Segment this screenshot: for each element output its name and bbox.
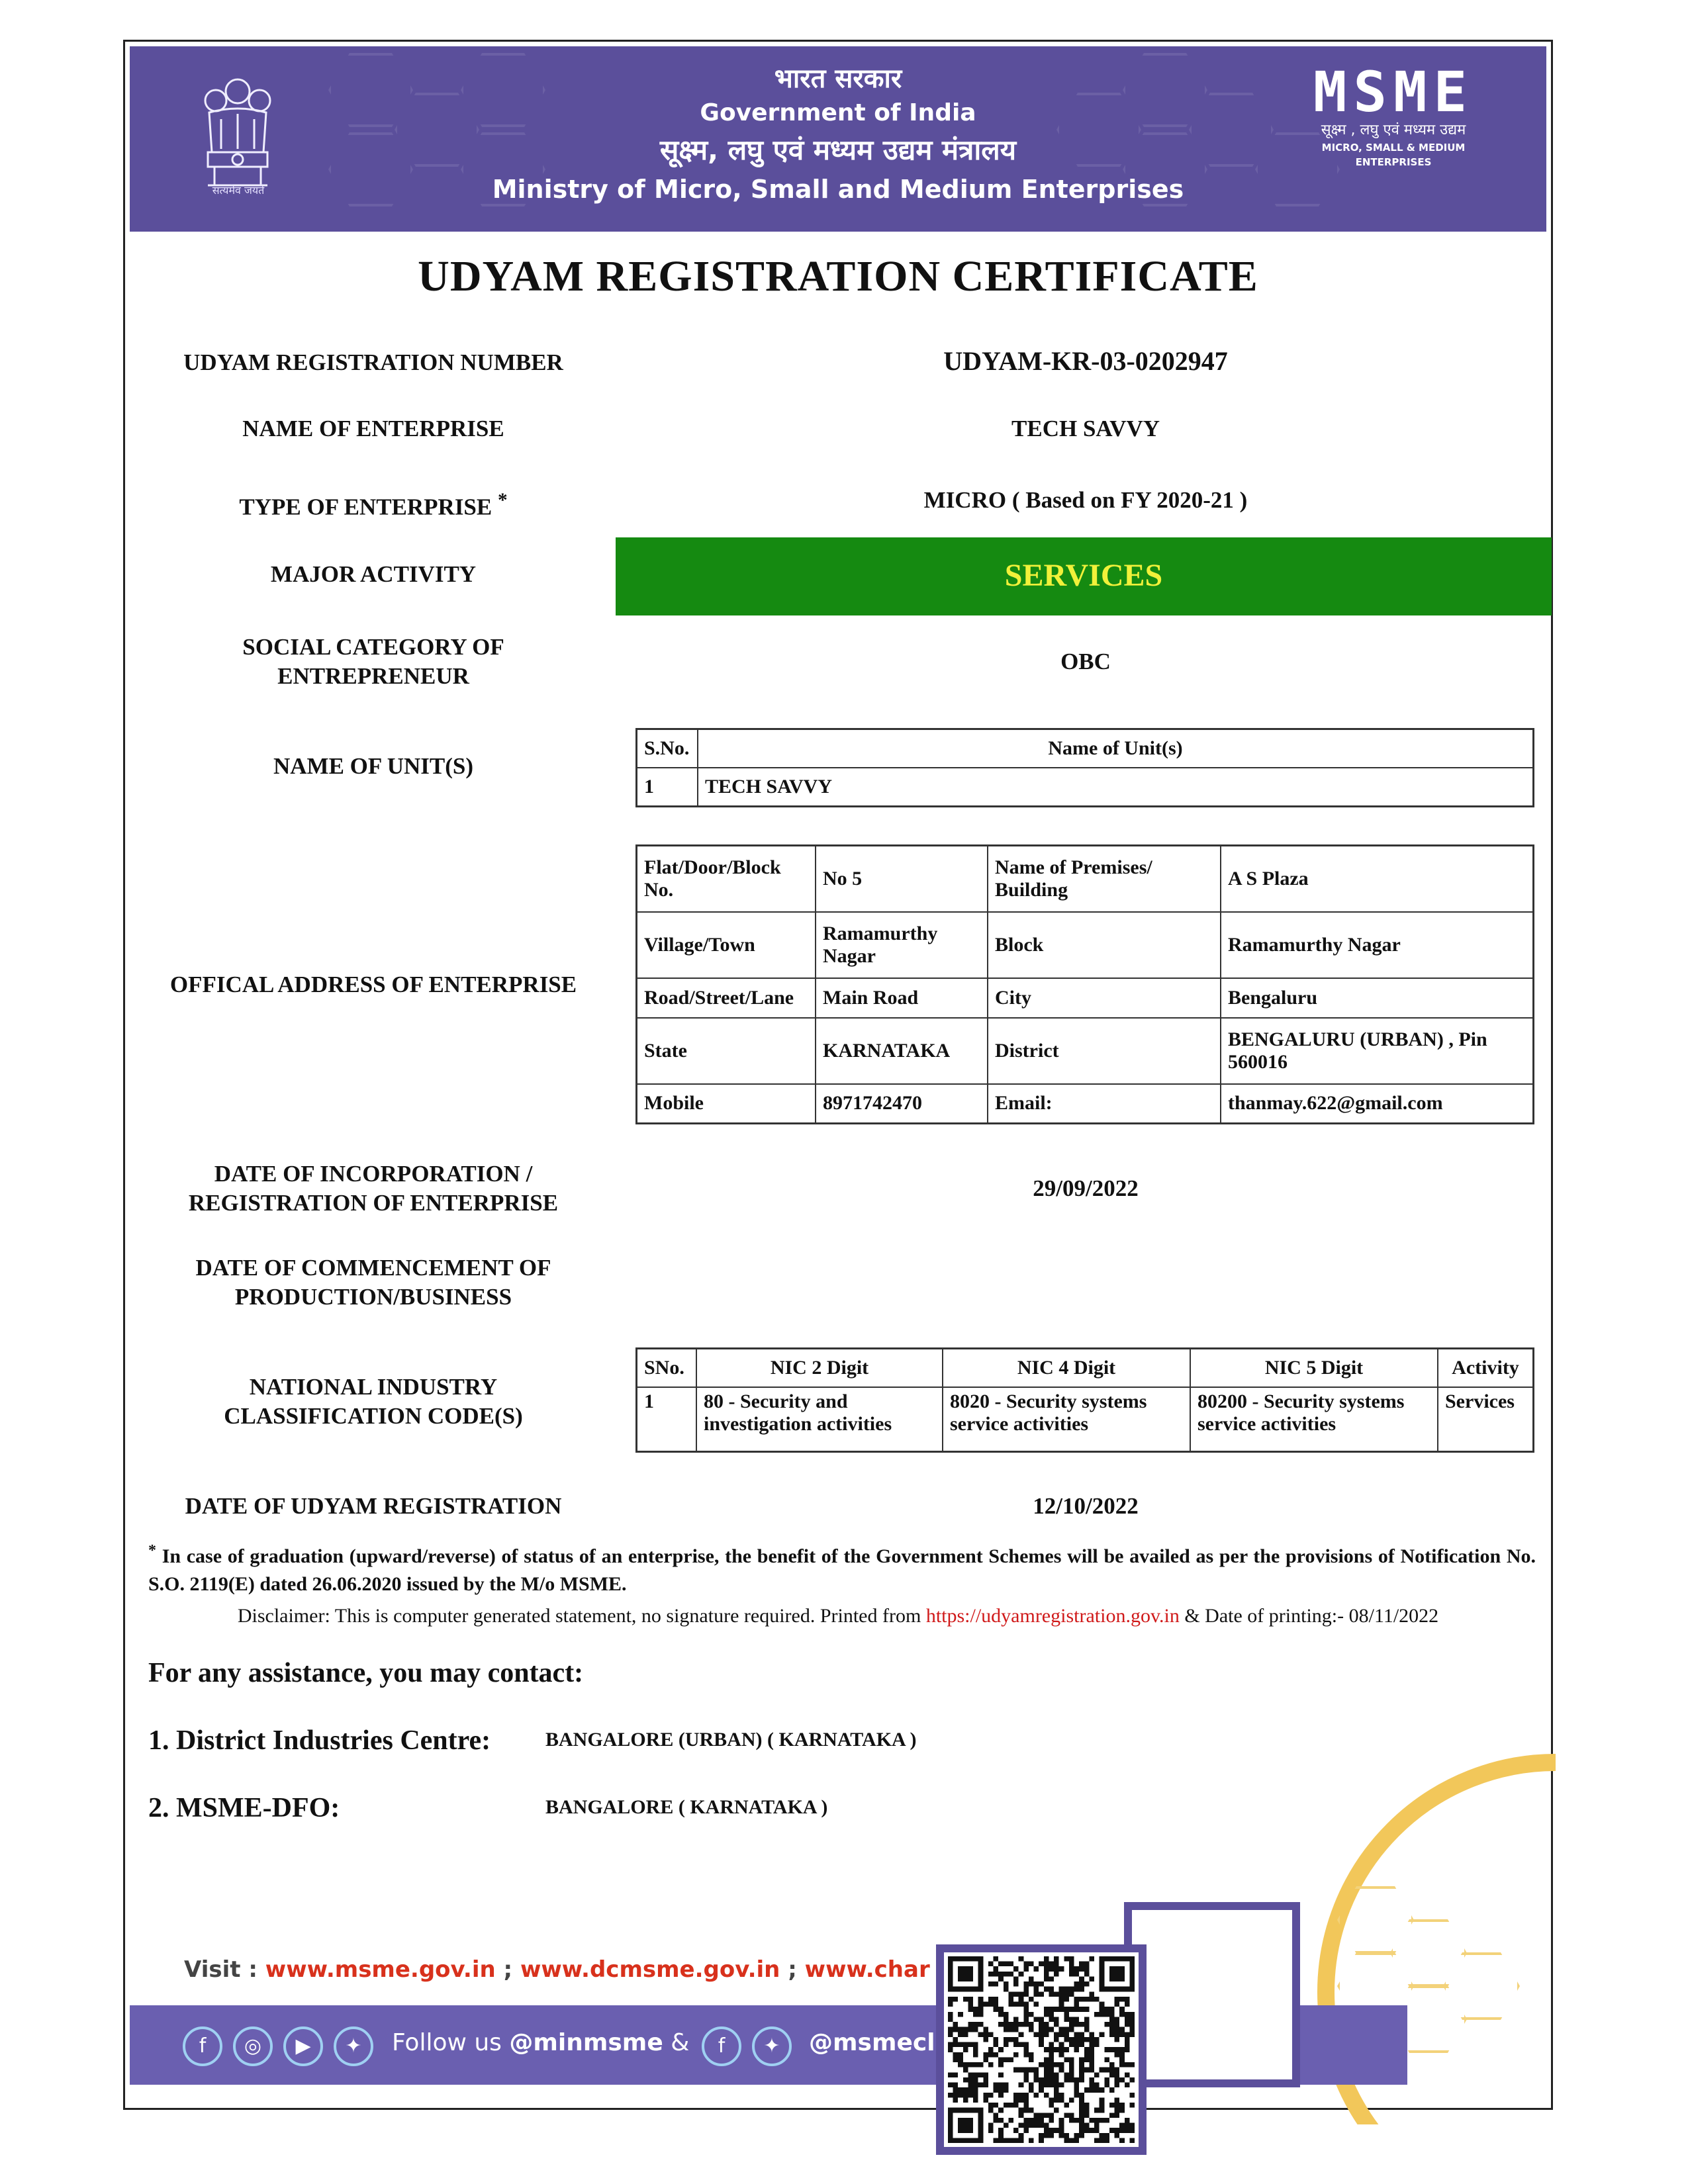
- header-hindi-govt: भारत सरकार: [774, 64, 902, 94]
- instagram-icon[interactable]: ◎: [233, 2026, 273, 2066]
- follow-us-text: [392, 2029, 689, 2056]
- addr-key: District: [988, 1018, 1221, 1084]
- header-ministry: Ministry of Micro, Small and Medium Enterprises: [492, 175, 1184, 204]
- table-row: [637, 1387, 1534, 1452]
- major-activity-value: SERVICES: [1004, 558, 1163, 593]
- footnote-text: In case of graduation (upward/reverse) of status of an enterprise, the benefit of the Government Schemes will be availed as per the provisions of Notification No. S.O. 2119(E) dated 26.06.2020 issued by the M/o MSME.: [148, 1545, 1536, 1595]
- address-label: OFFICAL ADDRESS OF ENTERPRISE: [169, 972, 577, 997]
- qr-code: [948, 1956, 1135, 2143]
- nic-label-line1: NATIONAL INDUSTRY: [249, 1374, 498, 1400]
- footnote-asterisk: *: [148, 1542, 156, 1559]
- incorporation-label-line1: DATE OF INCORPORATION /: [214, 1161, 533, 1187]
- handle-msmecl[interactable]: @msmecl: [809, 2029, 935, 2056]
- msme-logo: [1284, 60, 1503, 169]
- units-header-row: [637, 729, 1534, 768]
- nic-header-sno: SNo.: [637, 1349, 697, 1387]
- units-table: [635, 728, 1534, 807]
- addr-key: Block: [988, 912, 1221, 978]
- facebook-icon[interactable]: f: [183, 2026, 222, 2066]
- nic-cell-5digit: 80200 - Security systems service activities: [1190, 1387, 1438, 1452]
- nic-header-4digit: NIC 4 Digit: [943, 1349, 1190, 1387]
- addr-value: Ramamurthy Nagar: [816, 912, 988, 978]
- social-category-label: [148, 633, 598, 691]
- table-row: [637, 1084, 1534, 1124]
- nic-header-activity: Activity: [1438, 1349, 1534, 1387]
- disclaimer-link[interactable]: https://udyamregistration.gov.in: [925, 1605, 1180, 1627]
- reg-number-label: UDYAM REGISTRATION NUMBER: [183, 349, 563, 375]
- facebook-icon[interactable]: f: [702, 2026, 741, 2066]
- nic-label: [148, 1373, 598, 1431]
- dic-value: BANGALORE (URBAN) ( KARNATAKA ): [545, 1729, 917, 1751]
- nic-table: [635, 1347, 1534, 1453]
- header-banner: [130, 46, 1546, 232]
- addr-key: Road/Street/Lane: [637, 978, 816, 1018]
- udyam-date-label: DATE OF UDYAM REGISTRATION: [185, 1493, 562, 1519]
- commencement-label: [148, 1253, 598, 1312]
- addr-key: Mobile: [637, 1084, 816, 1124]
- addr-value: Bengaluru: [1221, 978, 1534, 1018]
- udyam-date-value: 12/10/2022: [1033, 1493, 1139, 1519]
- youtube-icon[interactable]: ▶: [283, 2026, 323, 2066]
- addr-key: Email:: [988, 1084, 1221, 1124]
- visit-link-dcmsme[interactable]: www.dcmsme.gov.in: [520, 1956, 780, 1983]
- addr-key: Name of Premises/ Building: [988, 846, 1221, 912]
- address-table: [635, 844, 1534, 1124]
- msme-logo-hindi: सूक्ष्म , लघु एवं मध्यम उद्यम: [1321, 122, 1466, 138]
- commencement-label-line2: PRODUCTION/BUSINESS: [234, 1284, 512, 1310]
- addr-value: Ramamurthy Nagar: [1221, 912, 1534, 978]
- visit-link-champions[interactable]: www.char: [804, 1956, 930, 1983]
- addr-key: State: [637, 1018, 816, 1084]
- units-header-name: Name of Unit(s): [698, 729, 1534, 768]
- units-cell-name: TECH SAVVY: [698, 768, 1534, 807]
- units-label: NAME OF UNIT(S): [273, 753, 474, 779]
- enterprise-type-value: MICRO ( Based on FY 2020-21 ): [923, 487, 1248, 513]
- incorporation-label: [148, 1160, 598, 1218]
- footnote: [148, 1537, 1536, 1598]
- units-header-sno: S.No.: [637, 729, 698, 768]
- social-category-label-line2: ENTREPRENEUR: [277, 663, 469, 689]
- addr-value: 8971742470: [816, 1084, 988, 1124]
- disclaimer-prefix: Disclaimer: This is computer generated statement, no signature required. Printed from: [237, 1605, 926, 1627]
- addr-value: No 5: [816, 846, 988, 912]
- table-row: [637, 1018, 1534, 1084]
- nic-cell-2digit: 80 - Security and investigation activities: [696, 1387, 943, 1452]
- twitter-icon[interactable]: ✦: [752, 2026, 792, 2066]
- nic-header-2digit: NIC 2 Digit: [696, 1349, 943, 1387]
- commencement-label-line1: DATE OF COMMENCEMENT OF: [195, 1255, 551, 1281]
- dic-label: 1. District Industries Centre:: [148, 1725, 491, 1756]
- addr-value: A S Plaza: [1221, 846, 1534, 912]
- qr-frame-back: [1124, 1902, 1300, 2087]
- twitter-icon[interactable]: ✦: [334, 2026, 373, 2066]
- nic-cell-4digit: 8020 - Security systems service activities: [943, 1387, 1190, 1452]
- incorporation-label-line2: REGISTRATION OF ENTERPRISE: [188, 1190, 559, 1216]
- enterprise-name-label: NAME OF ENTERPRISE: [242, 416, 504, 441]
- addr-value: BENGALURU (URBAN) , Pin 560016: [1221, 1018, 1534, 1084]
- reg-number-value: UDYAM-KR-03-0202947: [943, 346, 1228, 376]
- header-hindi-ministry: सूक्ष्म, लघु एवं मध्यम उद्यम मंत्रालय: [659, 134, 1017, 166]
- addr-value: Main Road: [816, 978, 988, 1018]
- enterprise-name-value: TECH SAVVY: [1011, 416, 1160, 441]
- disclaimer-suffix: & Date of printing:- 08/11/2022: [1179, 1605, 1439, 1627]
- major-activity-label: MAJOR ACTIVITY: [270, 561, 477, 587]
- follow-amp: &: [663, 2029, 690, 2056]
- incorporation-date: 29/09/2022: [1033, 1175, 1139, 1201]
- dfo-label: 2. MSME-DFO:: [148, 1793, 340, 1823]
- table-row: [637, 978, 1534, 1018]
- follow-handle-2: [809, 2029, 935, 2056]
- visit-link-msme[interactable]: www.msme.gov.in: [265, 1956, 496, 1983]
- footer-visit-line: [184, 1956, 939, 1983]
- enterprise-type-asterisk: *: [498, 490, 508, 511]
- certificate-title: UDYAM REGISTRATION CERTIFICATE: [418, 252, 1258, 300]
- enterprise-type-label: [148, 486, 598, 522]
- nic-label-line2: CLASSIFICATION CODE(S): [224, 1403, 523, 1429]
- addr-value: thanmay.622@gmail.com: [1221, 1084, 1534, 1124]
- assistance-heading: For any assistance, you may contact:: [148, 1658, 584, 1688]
- nic-header-row: [637, 1349, 1534, 1387]
- social-category-value: OBC: [1060, 649, 1111, 674]
- social-category-label-line1: SOCIAL CATEGORY OF: [242, 634, 504, 660]
- disclaimer: [130, 1603, 1546, 1629]
- msme-logo-subtitle: MICRO, SMALL & MEDIUM ENTERPRISES: [1321, 142, 1466, 168]
- follow-label: Follow us: [392, 2029, 510, 2056]
- enterprise-type-label-text: TYPE OF ENTERPRISE: [239, 494, 492, 520]
- visit-separator: ;: [780, 1956, 805, 1983]
- table-row: [637, 768, 1534, 807]
- units-cell-sno: 1: [637, 768, 698, 807]
- nic-header-5digit: NIC 5 Digit: [1190, 1349, 1438, 1387]
- nic-cell-sno: 1: [637, 1387, 697, 1452]
- addr-key: Flat/Door/Block No.: [637, 846, 816, 912]
- dfo-value: BANGALORE ( KARNATAKA ): [545, 1796, 828, 1818]
- emblem-motto: सत्यमेव जयते: [212, 184, 265, 197]
- visit-separator: ;: [495, 1956, 520, 1983]
- handle-minmsme[interactable]: @minmsme: [509, 2029, 663, 2056]
- table-row: [637, 846, 1534, 912]
- msme-logo-text: MSME: [1313, 60, 1474, 124]
- table-row: [637, 912, 1534, 978]
- header-govt: Government of India: [700, 99, 976, 126]
- visit-label: Visit :: [184, 1956, 265, 1983]
- nic-cell-activity: Services: [1438, 1387, 1534, 1452]
- addr-value: KARNATAKA: [816, 1018, 988, 1084]
- addr-key: City: [988, 978, 1221, 1018]
- addr-key: Village/Town: [637, 912, 816, 978]
